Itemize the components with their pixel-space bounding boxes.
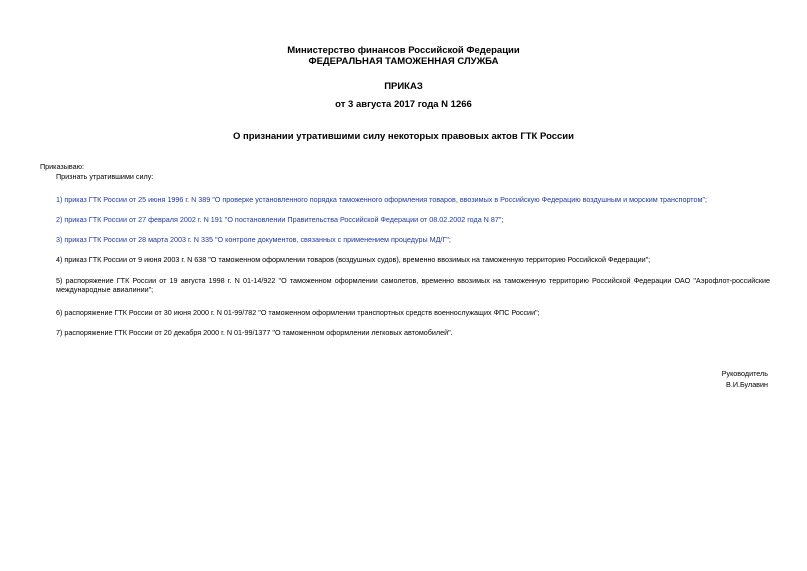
list-item-1-link[interactable]: 1) приказ ГТК России от 25 июня 1996 г. N 389 "О проверке установленного порядка таможенного оформления товаров, ввозимых в Российскую Федерацию воздушным и морским транспортом"; [56,195,707,204]
order-word: Приказываю: [40,162,84,171]
service-name: ФЕДЕРАЛЬНАЯ ТАМОЖЕННАЯ СЛУЖБА [308,56,499,67]
document-header [0,45,807,67]
document-date-number: от 3 августа 2017 года N 1266 [335,99,472,110]
signature-title: Руководитель [721,369,768,378]
list-item-6: 6) распоряжение ГТК России от 30 июня 2000 г. N 01-99/782 "О таможенном оформлении транспортных средств военнослужащих ФПС России"; [56,308,540,317]
list-item-5: 5) распоряжение ГТК России от 19 августа 1998 г. N 01-14/922 "О таможенном оформлении самолетов, временно ввозимых на таможенную территорию Российской Федерации ОАО "Аэрофлот-российские международные авиалинии"; [56,276,770,294]
list-item-2-link[interactable]: 2) приказ ГТК России от 27 февраля 2002 г. N 191 "О постановлении Правительства Российской Федерации от 08.02.2002 года N 87"; [56,215,504,224]
document-subject: О признании утратившими силу некоторых правовых актов ГТК России [232,131,574,142]
intro-text: Признать утратившими силу: [56,172,154,181]
signature-name: В.И.Булавин [726,380,768,389]
list-item-7: 7) распоряжение ГТК России от 20 декабря 2000 г. N 01-99/1377 "О таможенном оформлении легковых автомобилей". [56,328,453,337]
ministry-name: Министерство финансов Российской Федерации [287,45,520,56]
list-item-4: 4) приказ ГТК России от 9 июня 2003 г. N 638 "О таможенном оформлении товаров (воздушных судов), временно ввозимых на таможенную территорию Российской Федерации"; [56,255,651,264]
list-item-3-link[interactable]: 3) приказ ГТК России от 28 марта 2003 г. N 335 "О контроле документов, связанных с применением процедуры МД/Г"; [56,235,451,244]
document-type: ПРИКАЗ [384,81,423,92]
